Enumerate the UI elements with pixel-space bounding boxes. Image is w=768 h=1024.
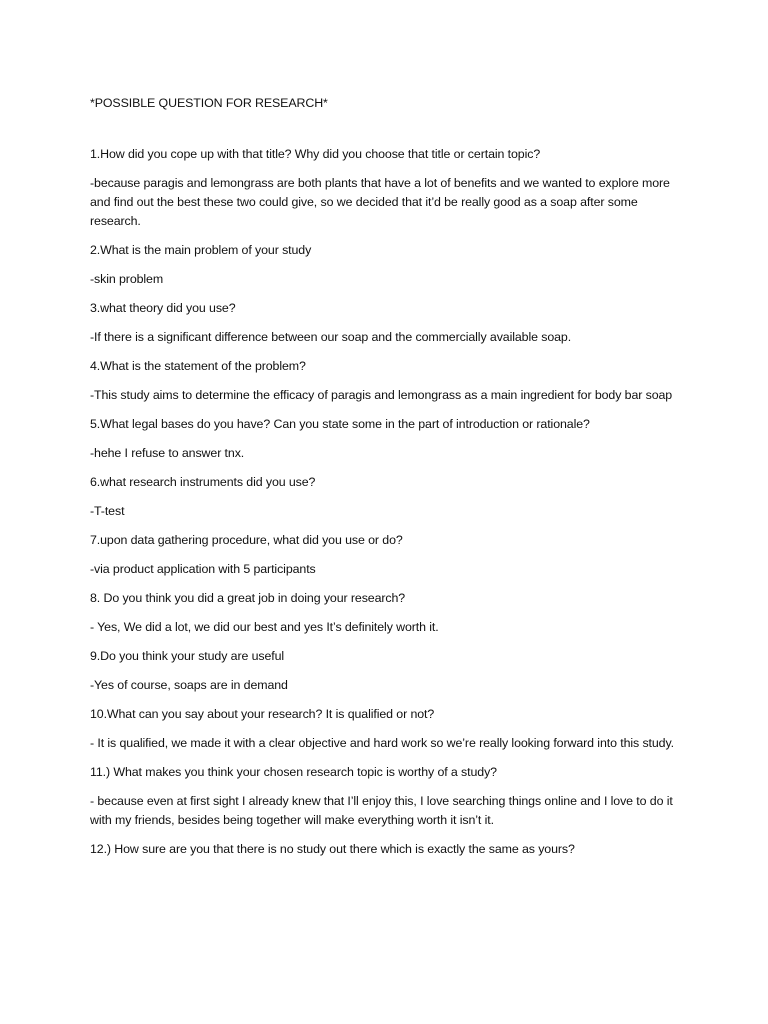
question-1: 1.How did you cope up with that title? Why did you choose that title or certain topic?	[90, 147, 541, 161]
answer-6: -T-test	[90, 504, 125, 518]
document-title: *POSSIBLE QUESTION FOR RESEARCH*	[90, 96, 328, 110]
answer-9: -Yes of course, soaps are in demand	[90, 678, 288, 692]
question-11: 11.) What makes you think your chosen research topic is worthy of a study?	[90, 765, 497, 779]
question-6: 6.what research instruments did you use?	[90, 475, 316, 489]
answer-2: -skin problem	[90, 272, 164, 286]
question-8: 8. Do you think you did a great job in doing your research?	[90, 591, 406, 605]
answer-3: -If there is a significant difference between our soap and the commercially available soap.	[90, 330, 572, 344]
question-10: 10.What can you say about your research? It is qualified or not?	[90, 707, 435, 721]
answer-8: - Yes, We did a lot, we did our best and yes It’s definitely worth it.	[90, 620, 439, 634]
question-12: 12.) How sure are you that there is no study out there which is exactly the same as yours?	[90, 842, 575, 856]
answer-1: -because paragis and lemongrass are both plants that have a lot of benefits and we wanted to explore more and find out the best these two could give, so we decided that it’d be really good as a soap after some research.	[90, 176, 670, 228]
question-9: 9.Do you think your study are useful	[90, 649, 285, 663]
question-3: 3.what theory did you use?	[90, 301, 236, 315]
document-page	[90, 94, 682, 869]
question-4: 4.What is the statement of the problem?	[90, 359, 306, 373]
answer-4: -This study aims to determine the efficacy of paragis and lemongrass as a main ingredient for body bar soap	[90, 388, 673, 402]
answer-7: -via product application with 5 participants	[90, 562, 316, 576]
answer-5: -hehe I refuse to answer tnx.	[90, 446, 245, 460]
question-7: 7.upon data gathering procedure, what did you use or do?	[90, 533, 403, 547]
answer-11: - because even at first sight I already knew that I’ll enjoy this, I love searching things online and I love to do it with my friends, besides being together will make everything worth it isn’t it.	[90, 794, 673, 827]
question-2: 2.What is the main problem of your study	[90, 243, 312, 257]
question-5: 5.What legal bases do you have? Can you state some in the part of introduction or rationale?	[90, 417, 590, 431]
answer-10: - It is qualified, we made it with a clear objective and hard work so we’re really looking forward into this study.	[90, 736, 674, 750]
